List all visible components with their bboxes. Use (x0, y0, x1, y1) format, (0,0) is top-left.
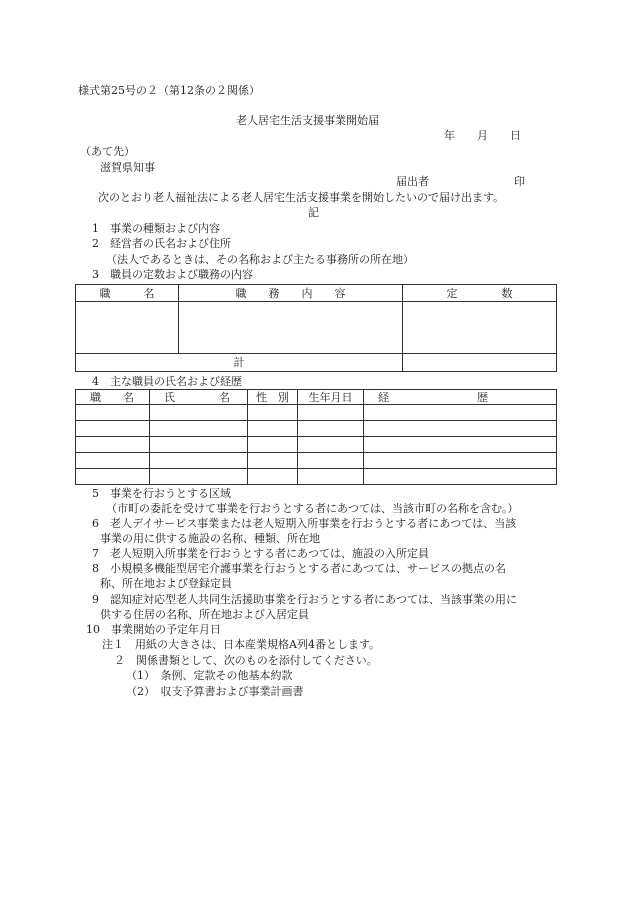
addressee-prefix: （あて先） (80, 145, 135, 158)
header-position: 職 名 (76, 390, 150, 405)
cell[interactable] (150, 469, 248, 485)
item-8b: 称、所在地および登録定員 (100, 577, 232, 590)
cell[interactable] (364, 405, 557, 421)
cell[interactable] (298, 405, 364, 421)
staff-quota-table (75, 284, 557, 372)
cell[interactable] (364, 437, 557, 453)
note-2-1: （1） 条例、定款その他基本約款 (126, 669, 293, 682)
table-row (76, 405, 557, 421)
cell[interactable] (248, 437, 298, 453)
cell[interactable] (76, 421, 150, 437)
document-title: 老人居宅生活支援事業開始届 (236, 114, 379, 127)
cell[interactable] (76, 437, 150, 453)
item-10: 10 事業開始の予定年月日 (86, 623, 221, 636)
cell-duties[interactable] (179, 302, 403, 354)
cell[interactable] (248, 453, 298, 469)
header-gender: 性 別 (248, 390, 298, 405)
note-2: ２ 関係書類として、次のものを添付してください。 (114, 654, 378, 667)
cell[interactable] (298, 469, 364, 485)
cell-total[interactable] (403, 354, 557, 372)
staff-history-table (75, 389, 557, 485)
statement: 次のとおり老人福祉法による老人居宅生活支援事業を開始したいので届け出ます。 (98, 191, 505, 204)
cell[interactable] (150, 437, 248, 453)
date-line: 年 月 日 (444, 129, 521, 142)
cell[interactable] (364, 469, 557, 485)
seal-mark: 印 (514, 175, 525, 188)
header-quota: 定 数 (403, 285, 557, 302)
cell[interactable] (248, 405, 298, 421)
item-6a: 6 老人デイサービス事業または老人短期入所事業を行おうとする者にあつては、当該 (92, 517, 517, 530)
item-5-note: （市町の委託を受けて事業を行おうとする者にあつては、当該市町の名称を含む。） (106, 502, 519, 515)
header-name: 氏 名 (150, 390, 248, 405)
cell[interactable] (298, 437, 364, 453)
item-9a: 9 認知症対応型老人共同生活援助事業を行おうとする者にあつては、当該事業の用に (92, 593, 517, 606)
item-4: 4 主な職員の氏名および経歴 (92, 375, 242, 388)
item-3: 3 職員の定数および職務の内容 (92, 268, 253, 281)
form-number: 様式第25号の２（第12条の２関係） (78, 84, 260, 97)
item-1: 1 事業の種類および内容 (92, 222, 220, 235)
header-duties: 職 務 内 容 (179, 285, 403, 302)
ki-mark: 記 (308, 206, 319, 219)
item-5: 5 事業を行おうとする区域 (92, 487, 231, 500)
item-6b: 事業の用に供する施設の名称、種類、所在地 (100, 532, 320, 545)
cell[interactable] (248, 469, 298, 485)
note-1: 注１ 用紙の大きさは、日本産業規格A列4番とします。 (102, 638, 381, 651)
cell[interactable] (364, 421, 557, 437)
cell[interactable] (76, 469, 150, 485)
table-row (76, 421, 557, 437)
cell[interactable] (364, 453, 557, 469)
item-7: 7 老人短期入所事業を行おうとする者にあつては、施設の入所定員 (92, 547, 429, 560)
cell[interactable] (150, 405, 248, 421)
item-2: 2 経営者の氏名および住所 (92, 237, 231, 250)
item-2-note: （法人であるときは、その名称および主たる事務所の所在地） (106, 253, 414, 266)
cell[interactable] (298, 453, 364, 469)
header-career: 経 歴 (364, 390, 557, 405)
cell-quota[interactable] (403, 302, 557, 354)
cell[interactable] (248, 421, 298, 437)
header-birthdate: 生年月日 (298, 390, 364, 405)
table-row (76, 453, 557, 469)
table-row (76, 469, 557, 485)
table-row (76, 437, 557, 453)
cell[interactable] (76, 453, 150, 469)
total-label: 計 (76, 354, 403, 372)
note-2-2: （2） 収支予算書および事業計画書 (126, 685, 304, 698)
addressee: 滋賀県知事 (100, 161, 155, 174)
cell[interactable] (150, 421, 248, 437)
cell[interactable] (150, 453, 248, 469)
cell[interactable] (298, 421, 364, 437)
item-9b: 供する住居の名称、所在地および入居定員 (100, 608, 309, 621)
item-8a: 8 小規模多機能型居宅介護事業を行おうとする者にあつては、サービスの拠点の名 (92, 562, 506, 575)
cell-job-title[interactable] (76, 302, 179, 354)
applicant-label: 届出者 (396, 175, 429, 188)
header-job-title: 職 名 (76, 285, 179, 302)
cell[interactable] (76, 405, 150, 421)
